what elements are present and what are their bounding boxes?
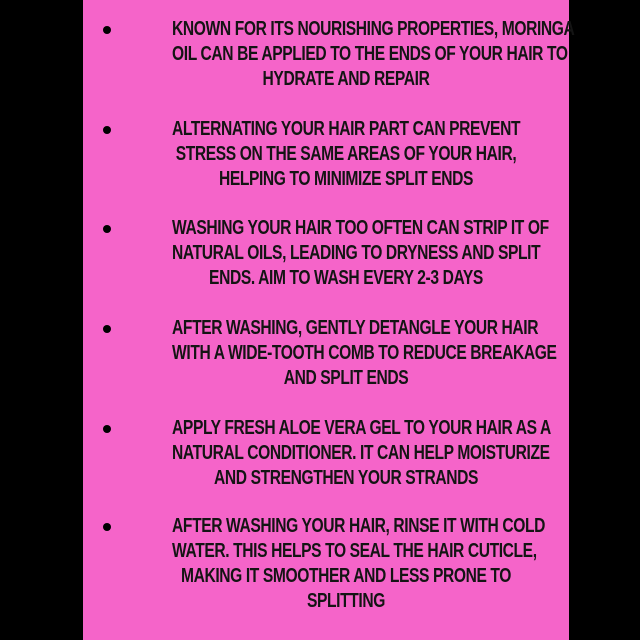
tip-line: SPLITTING — [307, 590, 385, 612]
tip-line: ALTERNATING YOUR HAIR PART CAN PREVENT — [172, 118, 521, 140]
bullet-icon — [103, 325, 111, 333]
bullet-icon — [103, 523, 111, 531]
tip-line: AFTER WASHING, GENTLY DETANGLE YOUR HAIR — [172, 317, 539, 339]
tip-text — [172, 216, 549, 291]
tip-line: WATER. THIS HELPS TO SEAL THE HAIR CUTICLE, — [172, 540, 537, 562]
tip-line: NATURAL OILS, LEADING TO DRYNESS AND SPLIT — [172, 242, 541, 264]
tip-line: HYDRATE AND REPAIR — [262, 68, 430, 90]
tip-line: HELPING TO MINIMIZE SPLIT ENDS — [218, 168, 474, 190]
tip-line: AFTER WASHING YOUR HAIR, RINSE IT WITH COLD — [172, 515, 546, 537]
tip-text — [172, 17, 575, 92]
tip-text — [172, 514, 546, 614]
tips-panel — [83, 0, 575, 640]
tip-line: WITH A WIDE-TOOTH COMB TO REDUCE BREAKAGE — [172, 342, 557, 364]
bullet-icon — [103, 225, 111, 233]
tip-line: KNOWN FOR ITS NOURISHING PROPERTIES, MORINGA — [172, 18, 575, 40]
tip-text — [172, 416, 551, 491]
tip-line: STRESS ON THE SAME AREAS OF YOUR HAIR, — [175, 143, 517, 165]
tip-line: OIL CAN BE APPLIED TO THE ENDS OF YOUR HAIR TO — [172, 43, 568, 65]
tip-text — [172, 117, 520, 192]
tip-line: ENDS. AIM TO WASH EVERY 2-3 DAYS — [209, 267, 483, 289]
bullet-icon — [103, 126, 111, 134]
tip-line: AND STRENGTHEN YOUR STRANDS — [214, 467, 478, 489]
tip-text — [172, 316, 557, 391]
tip-line: MAKING IT SMOOTHER AND LESS PRONE TO — [180, 565, 512, 587]
tip-line: AND SPLIT ENDS — [283, 367, 409, 389]
bullet-icon — [103, 425, 111, 433]
bullet-icon — [103, 26, 111, 34]
tip-line: APPLY FRESH ALOE VERA GEL TO YOUR HAIR AS A — [172, 417, 551, 439]
tip-line: WASHING YOUR HAIR TOO OFTEN CAN STRIP IT OF — [172, 217, 549, 239]
tip-line: NATURAL CONDITIONER. IT CAN HELP MOISTURIZE — [172, 442, 550, 464]
